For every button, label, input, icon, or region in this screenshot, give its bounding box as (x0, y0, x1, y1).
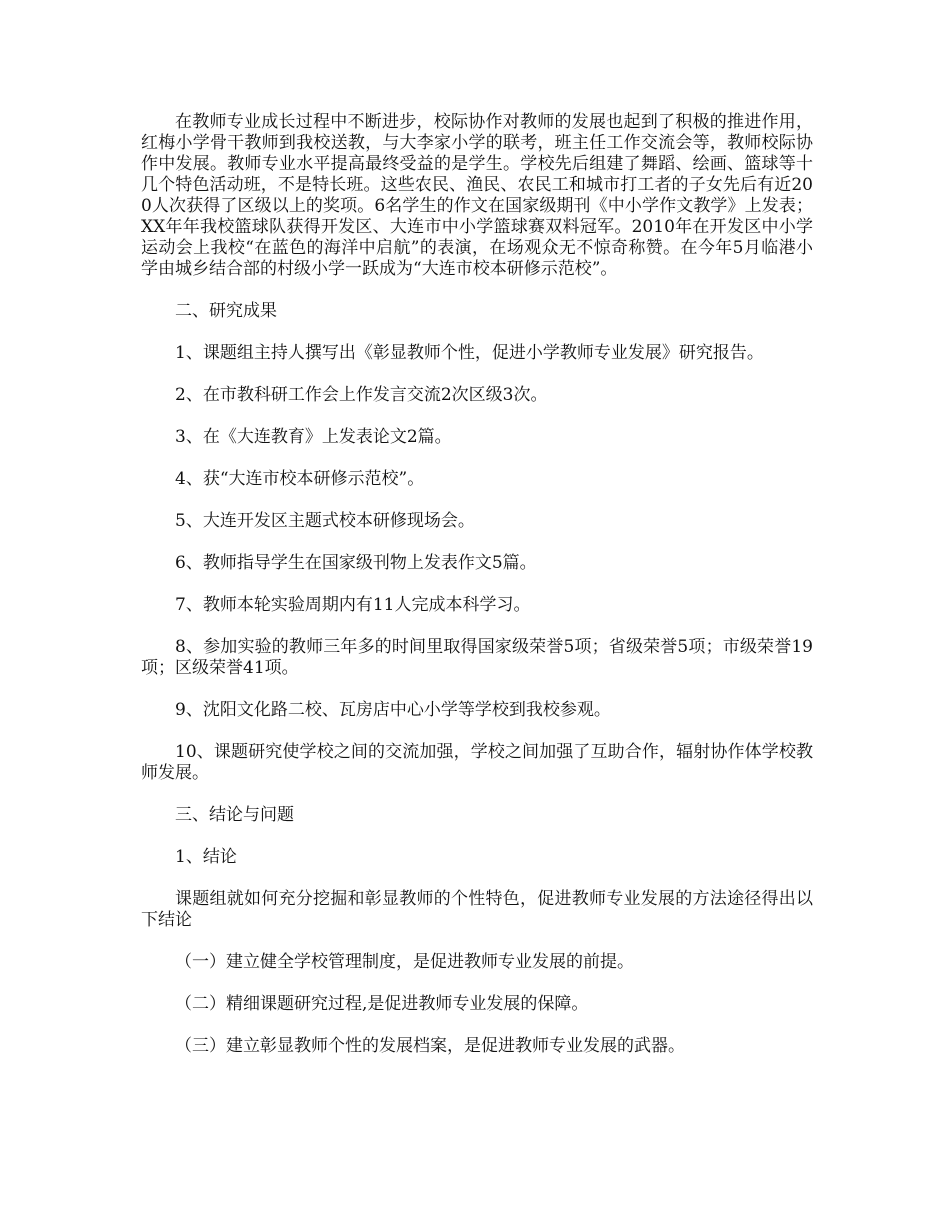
conclusion-point-1: （一）建立健全学校管理制度，是促进教师专业发展的前提。 (175, 952, 634, 972)
subheading-conclusion: 1、结论 (175, 847, 237, 867)
result-item-8: 8、参加实验的教师三年多的时间里取得国家级荣誉5项；省级荣誉5项；市级荣誉19项；区级荣誉41项。 (141, 637, 813, 678)
conclusion-intro: 课题组就如何充分挖掘和彰显教师的个性特色，促进教师专业发展的方法途径得出以下结论 (141, 889, 813, 930)
result-item-9: 9、沈阳文化路二校、瓦房店中心小学等学校到我校参观。 (175, 700, 611, 720)
heading-research-results: 二、研究成果 (175, 301, 277, 321)
result-item-7: 7、教师本轮实验周期内有11人完成本科学习。 (175, 595, 531, 615)
result-item-6: 6、教师指导学生在国家级刊物上发表作文5篇。 (175, 553, 537, 573)
result-item-10: 10、课题研究使学校之间的交流加强，学校之间加强了互助合作，辐射协作体学校教师发展。 (141, 742, 813, 783)
result-item-5: 5、大连开发区主题式校本研修现场会。 (175, 511, 475, 531)
result-item-1: 1、课题组主持人撰写出《彰显教师个性，促进小学教师专业发展》研究报告。 (175, 343, 764, 363)
heading-conclusions-issues: 三、结论与问题 (175, 805, 294, 825)
result-item-4: 4、获“大连市校本研修示范校”。 (175, 469, 425, 489)
result-item-2: 2、在市教科研工作会上作发言交流2次区级3次。 (175, 385, 548, 405)
conclusion-point-3: （三）建立彰显教师个性的发展档案，是促进教师专业发展的武器。 (175, 1036, 685, 1056)
result-item-3: 3、在《大连教育》上发表论文2篇。 (175, 427, 452, 447)
conclusion-point-2: （二）精细课题研究过程,是促进教师专业发展的保障。 (175, 994, 589, 1014)
document-body (141, 112, 813, 1057)
paragraph-collaboration: 在教师专业成长过程中不断进步，校际协作对教师的发展也起到了积极的推进作用，红梅小学骨干教师到我校送教，与大李家小学的联考，班主任工作交流会等，教师校际协作中发展。教师专业水平提高最终受益的是学生。学校先后组建了舞蹈、绘画、篮球等十几个特色活动班，不是特长班。这些农民、渔民、农民工和城市打工者的子女先后有近200人次获得了区级以上的奖项。6名学生的作文在国家级期刊《中小学作文教学》上发表；XX年年我校篮球队获得开发区、大连市中小学篮球赛双料冠军。2010年在开发区中小学运动会上我校“在蓝色的海洋中启航”的表演，在场观众无不惊奇称赞。在今年5月临港小学由城乡结合部的村级小学一跃成为“大连市校本研修示范校”。 (141, 112, 813, 279)
